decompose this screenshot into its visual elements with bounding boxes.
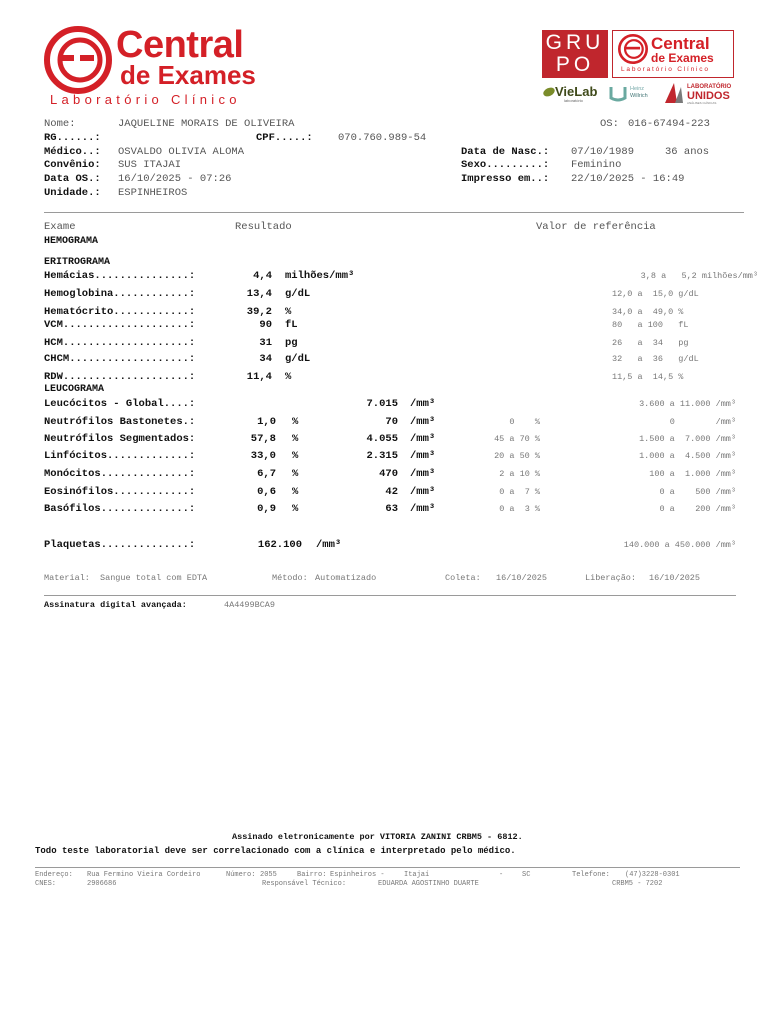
exam-abs-value: 2.315 [366, 450, 398, 462]
exam-unit: /mm³ [316, 539, 342, 551]
exam-unit: g/dL [285, 288, 311, 300]
logo-emblem-icon [44, 26, 112, 94]
cidade-value: Itajaí [404, 871, 430, 879]
exam-ref-pct: 20 a 50 % [494, 451, 540, 461]
heinz-text: Heinz [630, 86, 645, 92]
nome-value: JAQUELINE MORAIS DE OLIVEIRA [118, 118, 295, 130]
coleta-label: Coleta: [445, 573, 481, 583]
exam-value: 39,2 [246, 306, 272, 318]
grupo-ce-line2: de Exames [651, 51, 714, 65]
exam-label: Linfócitos.............: [44, 450, 196, 462]
exam-abs-value: 63 [385, 503, 398, 515]
medico-label: Médico..: [44, 146, 101, 158]
rg-label: RG......: [44, 132, 101, 144]
exam-abs-value: 4.055 [366, 433, 398, 445]
liberacao-label: Liberação: [585, 573, 637, 583]
exam-ref-abs: 1.500 a 7.000 /mm³ [639, 434, 736, 444]
cpf-label: CPF.....: [256, 132, 313, 144]
nome-label: Nome: [44, 118, 76, 130]
cnes-value: 2906686 [87, 880, 117, 888]
exam-ref-pct: 0 a 7 % [499, 487, 540, 497]
assinatura-code: 4A4499BCA9 [224, 600, 276, 610]
exam-unit: % [285, 371, 292, 383]
vielab-sub: laboratório [564, 98, 583, 103]
exam-label: HCM....................: [44, 337, 196, 349]
resp-label: Responsável Técnico: [262, 880, 347, 888]
impresso-label: Impresso em..: [461, 173, 550, 185]
exam-ref-abs: 0 a 500 /mm³ [659, 487, 736, 497]
bairro-label: Bairro: [297, 871, 327, 879]
exam-pct-unit: % [292, 468, 299, 480]
impresso-value: 22/10/2025 - 16:49 [571, 173, 685, 185]
grupo-ce-line1: Central [651, 34, 710, 53]
eritrograma-title: ERITROGRAMA [44, 257, 111, 268]
exam-label: Hemoglobina............: [44, 288, 196, 300]
exam-label: Leucócitos - Global....: [44, 398, 196, 410]
material-label: Material: [44, 573, 90, 583]
footer-divider [35, 867, 740, 868]
exam-abs-unit: /mm³ [410, 486, 436, 498]
exam-abs-unit: /mm³ [410, 468, 436, 480]
grupo-ce-line3: Laboratório Clínico [621, 66, 710, 73]
exam-ref: 26 a 34 pg [612, 338, 689, 348]
laboratorio-unidos-logo [665, 82, 737, 106]
numero-label: Número: [226, 871, 256, 879]
bairro-value: Espinheiros - [330, 871, 385, 879]
resp-value: EDUARDA AGOSTINHO DUARTE [378, 880, 479, 888]
uf-separator: - [499, 871, 504, 879]
cpf-value: 070.760.989-54 [338, 132, 427, 144]
exam-value: 13,4 [246, 288, 272, 300]
central-de-exames-logo [44, 22, 284, 110]
unidos-main: UNIDOS [687, 90, 730, 102]
medico-value: OSVALDO OLIVIA ALOMA [118, 146, 245, 158]
exam-pct-value: 33,0 [250, 450, 276, 462]
grupo-logo [542, 30, 608, 78]
nasc-value: 07/10/1989 [571, 146, 635, 158]
exam-pct-value: 1,0 [257, 416, 276, 428]
material-value: Sangue total com EDTA [100, 573, 208, 583]
header-divider [44, 212, 744, 213]
exam-unit: pg [285, 337, 298, 349]
leucograma-title: LEUCOGRAMA [44, 384, 105, 395]
col-exame: Exame [44, 221, 76, 233]
willrich-text: Willrich [630, 93, 648, 99]
exam-value: 90 [259, 319, 272, 331]
exam-pct-unit: % [292, 486, 299, 498]
exam-value: 4,4 [253, 270, 272, 282]
dataos-value: 16/10/2025 - 07:26 [118, 173, 232, 185]
cnes-label: CNES: [35, 880, 57, 888]
exam-ref: 12,0 a 15,0 g/dL [612, 289, 699, 299]
unidos-emblem-icon [665, 83, 683, 103]
exam-abs-value: 70 [385, 416, 398, 428]
exam-abs-unit: /mm³ [410, 503, 436, 515]
endereco-label: Endereço: [35, 871, 73, 879]
logo-line3: Laboratório Clínico [50, 92, 241, 107]
exam-pct-unit: % [292, 450, 299, 462]
exam-unit: % [285, 306, 292, 318]
convenio-value: SUS ITAJAI [118, 159, 182, 171]
heinz-willrich-logo [609, 82, 661, 104]
hemograma-title: HEMOGRAMA [44, 236, 99, 247]
assinatura-label: Assinatura digital avançada: [44, 600, 187, 610]
unidade-label: Unidade.: [44, 187, 101, 199]
exam-ref-abs: 3.600 a 11.000 /mm³ [639, 399, 736, 409]
exam-ref-abs: 100 a 1.000 /mm³ [649, 469, 736, 479]
dataos-label: Data OS.: [44, 173, 101, 185]
sexo-value: Feminino [571, 159, 622, 171]
exam-label: Basófilos..............: [44, 503, 196, 515]
unidade-value: ESPINHEIROS [118, 187, 188, 199]
exam-ref: 11,5 a 14,5 % [612, 372, 684, 382]
exam-abs-value: 470 [379, 468, 398, 480]
telefone-value: (47)3228-0301 [625, 871, 680, 879]
grupo-central-logo [612, 30, 734, 78]
exam-ref-abs: 0 a 200 /mm³ [659, 504, 736, 514]
exam-ref-pct: 45 a 70 % [494, 434, 540, 444]
exam-ref-abs: 0 /mm³ [669, 417, 736, 427]
exam-pct-unit: % [292, 416, 299, 428]
vielab-leaf-icon [542, 86, 556, 98]
os-label: OS: [600, 118, 619, 130]
exam-abs-value: 42 [385, 486, 398, 498]
coleta-value: 16/10/2025 [496, 573, 548, 583]
idade-value: 36 anos [665, 146, 710, 158]
result-divider [44, 595, 736, 596]
heinz-willrich-icon [609, 84, 627, 102]
exam-value: 162.100 [257, 539, 302, 551]
sexo-label: Sexo.........: [461, 159, 550, 171]
exam-label: Monócitos..............: [44, 468, 196, 480]
disclaimer: Todo teste laboratorial deve ser correlacionado com a clínica e interpretado pelo médico. [35, 846, 516, 856]
exam-ref-pct: 0 % [509, 417, 540, 427]
nasc-label: Data de Nasc.: [461, 146, 550, 158]
col-resultado: Resultado [235, 221, 292, 233]
exam-unit: milhões/mm³ [285, 270, 355, 282]
col-referencia: Valor de referência [536, 221, 656, 233]
logo-line1: Central [116, 24, 244, 66]
exam-ref: 32 a 36 g/dL [612, 354, 699, 364]
exam-ref-pct: 2 a 10 % [499, 469, 540, 479]
unidos-top: LABORATÓRIO [687, 84, 732, 90]
exam-abs-unit: /mm³ [410, 433, 436, 445]
exam-label: VCM....................: [44, 319, 196, 331]
exam-pct-value: 57,8 [250, 433, 276, 445]
exam-ref: 140.000 a 450.000 /mm³ [623, 540, 736, 550]
metodo-value: Automatizado [315, 573, 377, 583]
exam-value: 31 [259, 337, 272, 349]
exam-unit: g/dL [285, 353, 311, 365]
crbm-value: CRBM5 - 7202 [612, 880, 663, 888]
numero-value: 2055 [260, 871, 277, 879]
grupo-word-top: GRU [545, 31, 605, 54]
exam-pct-value: 6,7 [257, 468, 276, 480]
exam-ref-abs: 1.000 a 4.500 /mm³ [639, 451, 736, 461]
exam-label: Hematócrito............: [44, 306, 196, 318]
convenio-label: Convênio: [44, 159, 101, 171]
exam-unit: fL [285, 319, 298, 331]
exam-label: Hemácias...............: [44, 270, 196, 282]
exam-abs-unit: /mm³ [410, 450, 436, 462]
endereco-value: Rua Fermino Vieira Cordeiro [87, 871, 201, 879]
telefone-label: Telefone: [572, 871, 610, 879]
metodo-label: Método: [272, 573, 308, 583]
exam-ref: 3,8 a 5,2 milhões/mm³ [640, 271, 758, 281]
grupo-emblem-icon [618, 34, 648, 64]
liberacao-value: 16/10/2025 [649, 573, 701, 583]
vielab-text: VieLab [555, 84, 598, 99]
exam-pct-unit: % [292, 433, 299, 445]
logo-line2: de Exames [120, 60, 256, 90]
exam-label: CHCM...................: [44, 353, 196, 365]
exam-ref: 34,0 a 49,0 % [612, 307, 684, 317]
uf-value: SC [522, 871, 531, 879]
signed-electronically: Assinado eletronicamente por VITORIA ZANINI CRBM5 - 6812. [232, 832, 523, 842]
exam-value: 11,4 [246, 371, 272, 383]
exam-label: Neutrófilos Segmentados: [44, 433, 196, 445]
grupo-word-bottom: PO [555, 53, 595, 76]
exam-pct-unit: % [292, 503, 299, 515]
exam-value: 34 [259, 353, 272, 365]
exam-abs-unit: /mm³ [410, 398, 436, 410]
exam-ref-pct: 0 a 3 % [499, 504, 540, 514]
exam-label: Neutrófilos Bastonetes.: [44, 416, 196, 428]
os-value: 016-67494-223 [628, 118, 710, 130]
exam-ref: 80 a 100 fL [612, 320, 689, 330]
exam-label: Plaquetas..............: [44, 539, 196, 551]
unidos-sub: ANÁLISES CLÍNICAS [687, 101, 717, 105]
vielab-logo [542, 84, 604, 104]
exam-pct-value: 0,6 [257, 486, 276, 498]
exam-label: RDW....................: [44, 371, 196, 383]
exam-pct-value: 0,9 [257, 503, 276, 515]
exam-abs-value: 7.015 [366, 398, 398, 410]
exam-label: Eosinófilos............: [44, 486, 196, 498]
exam-abs-unit: /mm³ [410, 416, 436, 428]
